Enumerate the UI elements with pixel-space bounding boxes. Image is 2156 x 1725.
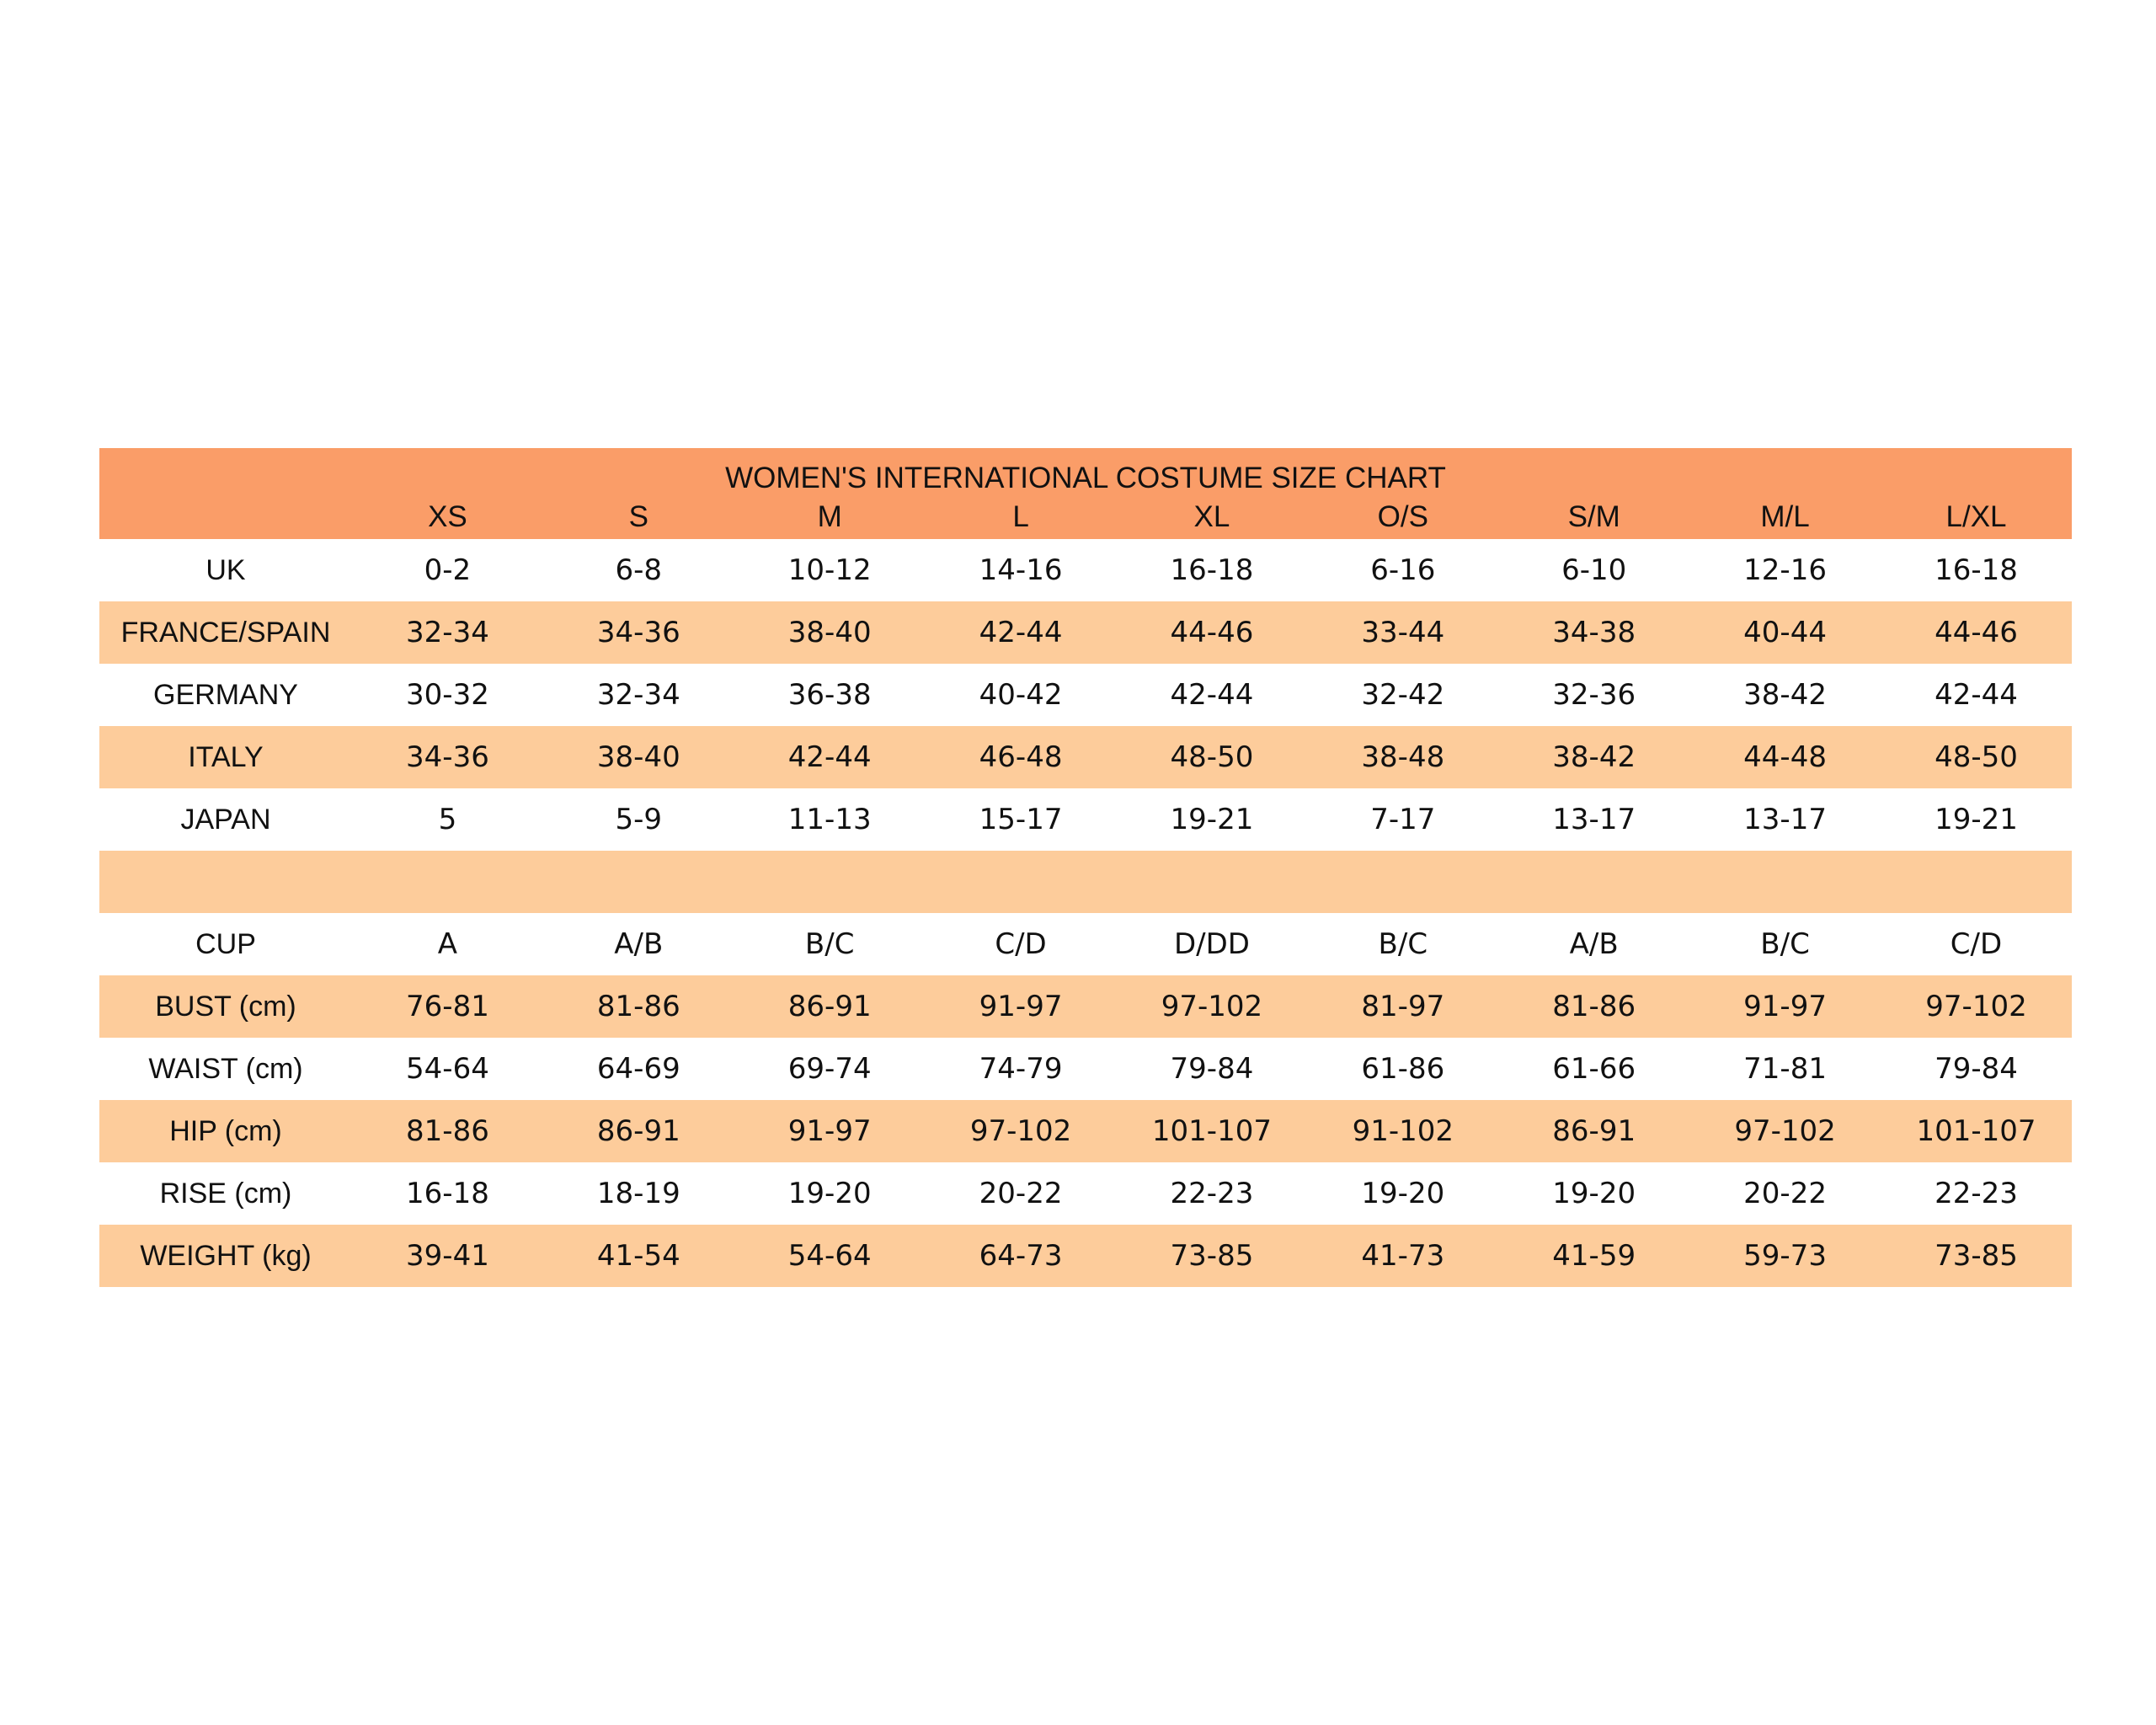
table-cell: 71-81 — [1689, 1038, 1881, 1100]
table-cell: 6-16 — [1307, 539, 1498, 601]
table-cell — [734, 851, 926, 913]
table-cell: 38-42 — [1689, 664, 1881, 726]
size-header-cell: S/M — [1498, 495, 1689, 539]
table-cell: 38-40 — [543, 726, 734, 788]
table-cell: 81-86 — [352, 1100, 543, 1162]
table-cell: B/C — [1689, 913, 1881, 975]
table-row — [99, 539, 2072, 601]
table-cell: 101-107 — [1117, 1100, 1308, 1162]
table-cell: 13-17 — [1689, 788, 1881, 851]
table-cell: 0-2 — [352, 539, 543, 601]
table-cell: 20-22 — [926, 1162, 1117, 1225]
row-label: FRANCE/SPAIN — [99, 601, 352, 664]
table-cell: 11-13 — [734, 788, 926, 851]
table-cell: 38-48 — [1307, 726, 1498, 788]
table-row — [99, 664, 2072, 726]
table-cell: 5-9 — [543, 788, 734, 851]
table-cell: B/C — [734, 913, 926, 975]
table-cell: 44-48 — [1689, 726, 1881, 788]
table-cell: 19-20 — [734, 1162, 926, 1225]
table-cell: 36-38 — [734, 664, 926, 726]
table-row — [99, 1225, 2072, 1287]
table-cell: B/C — [1307, 913, 1498, 975]
table-cell: 61-66 — [1498, 1038, 1689, 1100]
row-label: WAIST (cm) — [99, 1038, 352, 1100]
table-cell: 19-20 — [1498, 1162, 1689, 1225]
table-cell — [1307, 851, 1498, 913]
table-cell: 42-44 — [926, 601, 1117, 664]
corner-cell — [99, 495, 352, 539]
size-header-cell: XS — [352, 495, 543, 539]
table-cell: 54-64 — [734, 1225, 926, 1287]
table-cell: 59-73 — [1689, 1225, 1881, 1287]
table-cell: 74-79 — [926, 1038, 1117, 1100]
table-cell: 101-107 — [1881, 1100, 2072, 1162]
table-cell: 34-38 — [1498, 601, 1689, 664]
table-cell: 19-21 — [1117, 788, 1308, 851]
table-cell: 34-36 — [543, 601, 734, 664]
table-cell: 76-81 — [352, 975, 543, 1038]
row-label: JAPAN — [99, 788, 352, 851]
spacer-row — [99, 851, 2072, 913]
table-cell: C/D — [926, 913, 1117, 975]
table-cell: 38-42 — [1498, 726, 1689, 788]
table-cell: 91-97 — [926, 975, 1117, 1038]
table-cell: 81-86 — [543, 975, 734, 1038]
size-header-cell: M/L — [1689, 495, 1881, 539]
table-cell — [926, 851, 1117, 913]
table-cell: 40-44 — [1689, 601, 1881, 664]
row-label — [99, 851, 352, 913]
table-cell — [1689, 851, 1881, 913]
table-cell: 32-34 — [352, 601, 543, 664]
table-cell: 86-91 — [1498, 1100, 1689, 1162]
table-row — [99, 788, 2072, 851]
table-cell: 32-36 — [1498, 664, 1689, 726]
table-cell: 61-86 — [1307, 1038, 1498, 1100]
table-cell: 32-42 — [1307, 664, 1498, 726]
table-cell: 6-10 — [1498, 539, 1689, 601]
table-cell: 22-23 — [1881, 1162, 2072, 1225]
table-cell: 48-50 — [1881, 726, 2072, 788]
table-cell: 40-42 — [926, 664, 1117, 726]
table-cell: A/B — [543, 913, 734, 975]
table-cell: 97-102 — [1689, 1100, 1881, 1162]
table-cell: 86-91 — [734, 975, 926, 1038]
table-cell: 33-44 — [1307, 601, 1498, 664]
table-cell: 12-16 — [1689, 539, 1881, 601]
size-header-cell: L — [926, 495, 1117, 539]
row-label: UK — [99, 539, 352, 601]
row-label: WEIGHT (kg) — [99, 1225, 352, 1287]
table-row — [99, 1038, 2072, 1100]
table-cell: 19-20 — [1307, 1162, 1498, 1225]
table-cell: 7-17 — [1307, 788, 1498, 851]
table-cell: 48-50 — [1117, 726, 1308, 788]
table-row — [99, 913, 2072, 975]
table-cell: 79-84 — [1881, 1038, 2072, 1100]
table-cell: 22-23 — [1117, 1162, 1308, 1225]
row-label: HIP (cm) — [99, 1100, 352, 1162]
table-cell: 46-48 — [926, 726, 1117, 788]
table-cell: 91-102 — [1307, 1100, 1498, 1162]
row-label: GERMANY — [99, 664, 352, 726]
table-cell: 44-46 — [1881, 601, 2072, 664]
table-cell: A/B — [1498, 913, 1689, 975]
table-cell: 14-16 — [926, 539, 1117, 601]
size-chart-table — [99, 448, 2072, 1287]
table-cell: 97-102 — [1117, 975, 1308, 1038]
table-row — [99, 1162, 2072, 1225]
table-cell: 41-59 — [1498, 1225, 1689, 1287]
table-cell: 34-36 — [352, 726, 543, 788]
table-cell: 91-97 — [1689, 975, 1881, 1038]
table-cell: 73-85 — [1117, 1225, 1308, 1287]
table-cell: 91-97 — [734, 1100, 926, 1162]
size-header-cell: M — [734, 495, 926, 539]
table-row — [99, 1100, 2072, 1162]
table-cell: 81-86 — [1498, 975, 1689, 1038]
table-cell: 20-22 — [1689, 1162, 1881, 1225]
size-header-cell: L/XL — [1881, 495, 2072, 539]
table-cell: 44-46 — [1117, 601, 1308, 664]
table-cell: 6-8 — [543, 539, 734, 601]
table-cell: 38-40 — [734, 601, 926, 664]
table-cell: 64-69 — [543, 1038, 734, 1100]
table-row — [99, 726, 2072, 788]
table-cell: 39-41 — [352, 1225, 543, 1287]
table-row — [99, 601, 2072, 664]
table-cell — [352, 851, 543, 913]
table-row — [99, 975, 2072, 1038]
table-cell: A — [352, 913, 543, 975]
table-cell — [1117, 851, 1308, 913]
table-cell: 13-17 — [1498, 788, 1689, 851]
table-cell: 42-44 — [1117, 664, 1308, 726]
chart-title: WOMEN'S INTERNATIONAL COSTUME SIZE CHART — [99, 448, 2072, 495]
table-cell: 81-97 — [1307, 975, 1498, 1038]
table-cell: 54-64 — [352, 1038, 543, 1100]
table-cell — [1881, 851, 2072, 913]
table-cell — [543, 851, 734, 913]
table-cell: 16-18 — [352, 1162, 543, 1225]
table-cell: 32-34 — [543, 664, 734, 726]
table-cell: 16-18 — [1881, 539, 2072, 601]
table-cell: 64-73 — [926, 1225, 1117, 1287]
table-cell: 69-74 — [734, 1038, 926, 1100]
table-cell: 42-44 — [734, 726, 926, 788]
table-cell: 18-19 — [543, 1162, 734, 1225]
title-row — [99, 448, 2072, 495]
table-cell: 97-102 — [1881, 975, 2072, 1038]
row-label: RISE (cm) — [99, 1162, 352, 1225]
table-cell: C/D — [1881, 913, 2072, 975]
row-label: ITALY — [99, 726, 352, 788]
table-cell — [1498, 851, 1689, 913]
size-chart-body — [99, 539, 2072, 1287]
table-cell: 15-17 — [926, 788, 1117, 851]
row-label: BUST (cm) — [99, 975, 352, 1038]
size-header-cell: O/S — [1307, 495, 1498, 539]
table-cell: 97-102 — [926, 1100, 1117, 1162]
table-cell: 86-91 — [543, 1100, 734, 1162]
table-cell: 41-54 — [543, 1225, 734, 1287]
size-header-row — [99, 495, 2072, 539]
table-cell: 79-84 — [1117, 1038, 1308, 1100]
table-cell: 5 — [352, 788, 543, 851]
table-cell: 16-18 — [1117, 539, 1308, 601]
table-cell: 10-12 — [734, 539, 926, 601]
table-cell: 19-21 — [1881, 788, 2072, 851]
table-cell: 41-73 — [1307, 1225, 1498, 1287]
row-label: CUP — [99, 913, 352, 975]
table-cell: 73-85 — [1881, 1225, 2072, 1287]
table-cell: D/DD — [1117, 913, 1308, 975]
table-cell: 42-44 — [1881, 664, 2072, 726]
table-cell: 30-32 — [352, 664, 543, 726]
size-header-cell: XL — [1117, 495, 1308, 539]
size-header-cell: S — [543, 495, 734, 539]
